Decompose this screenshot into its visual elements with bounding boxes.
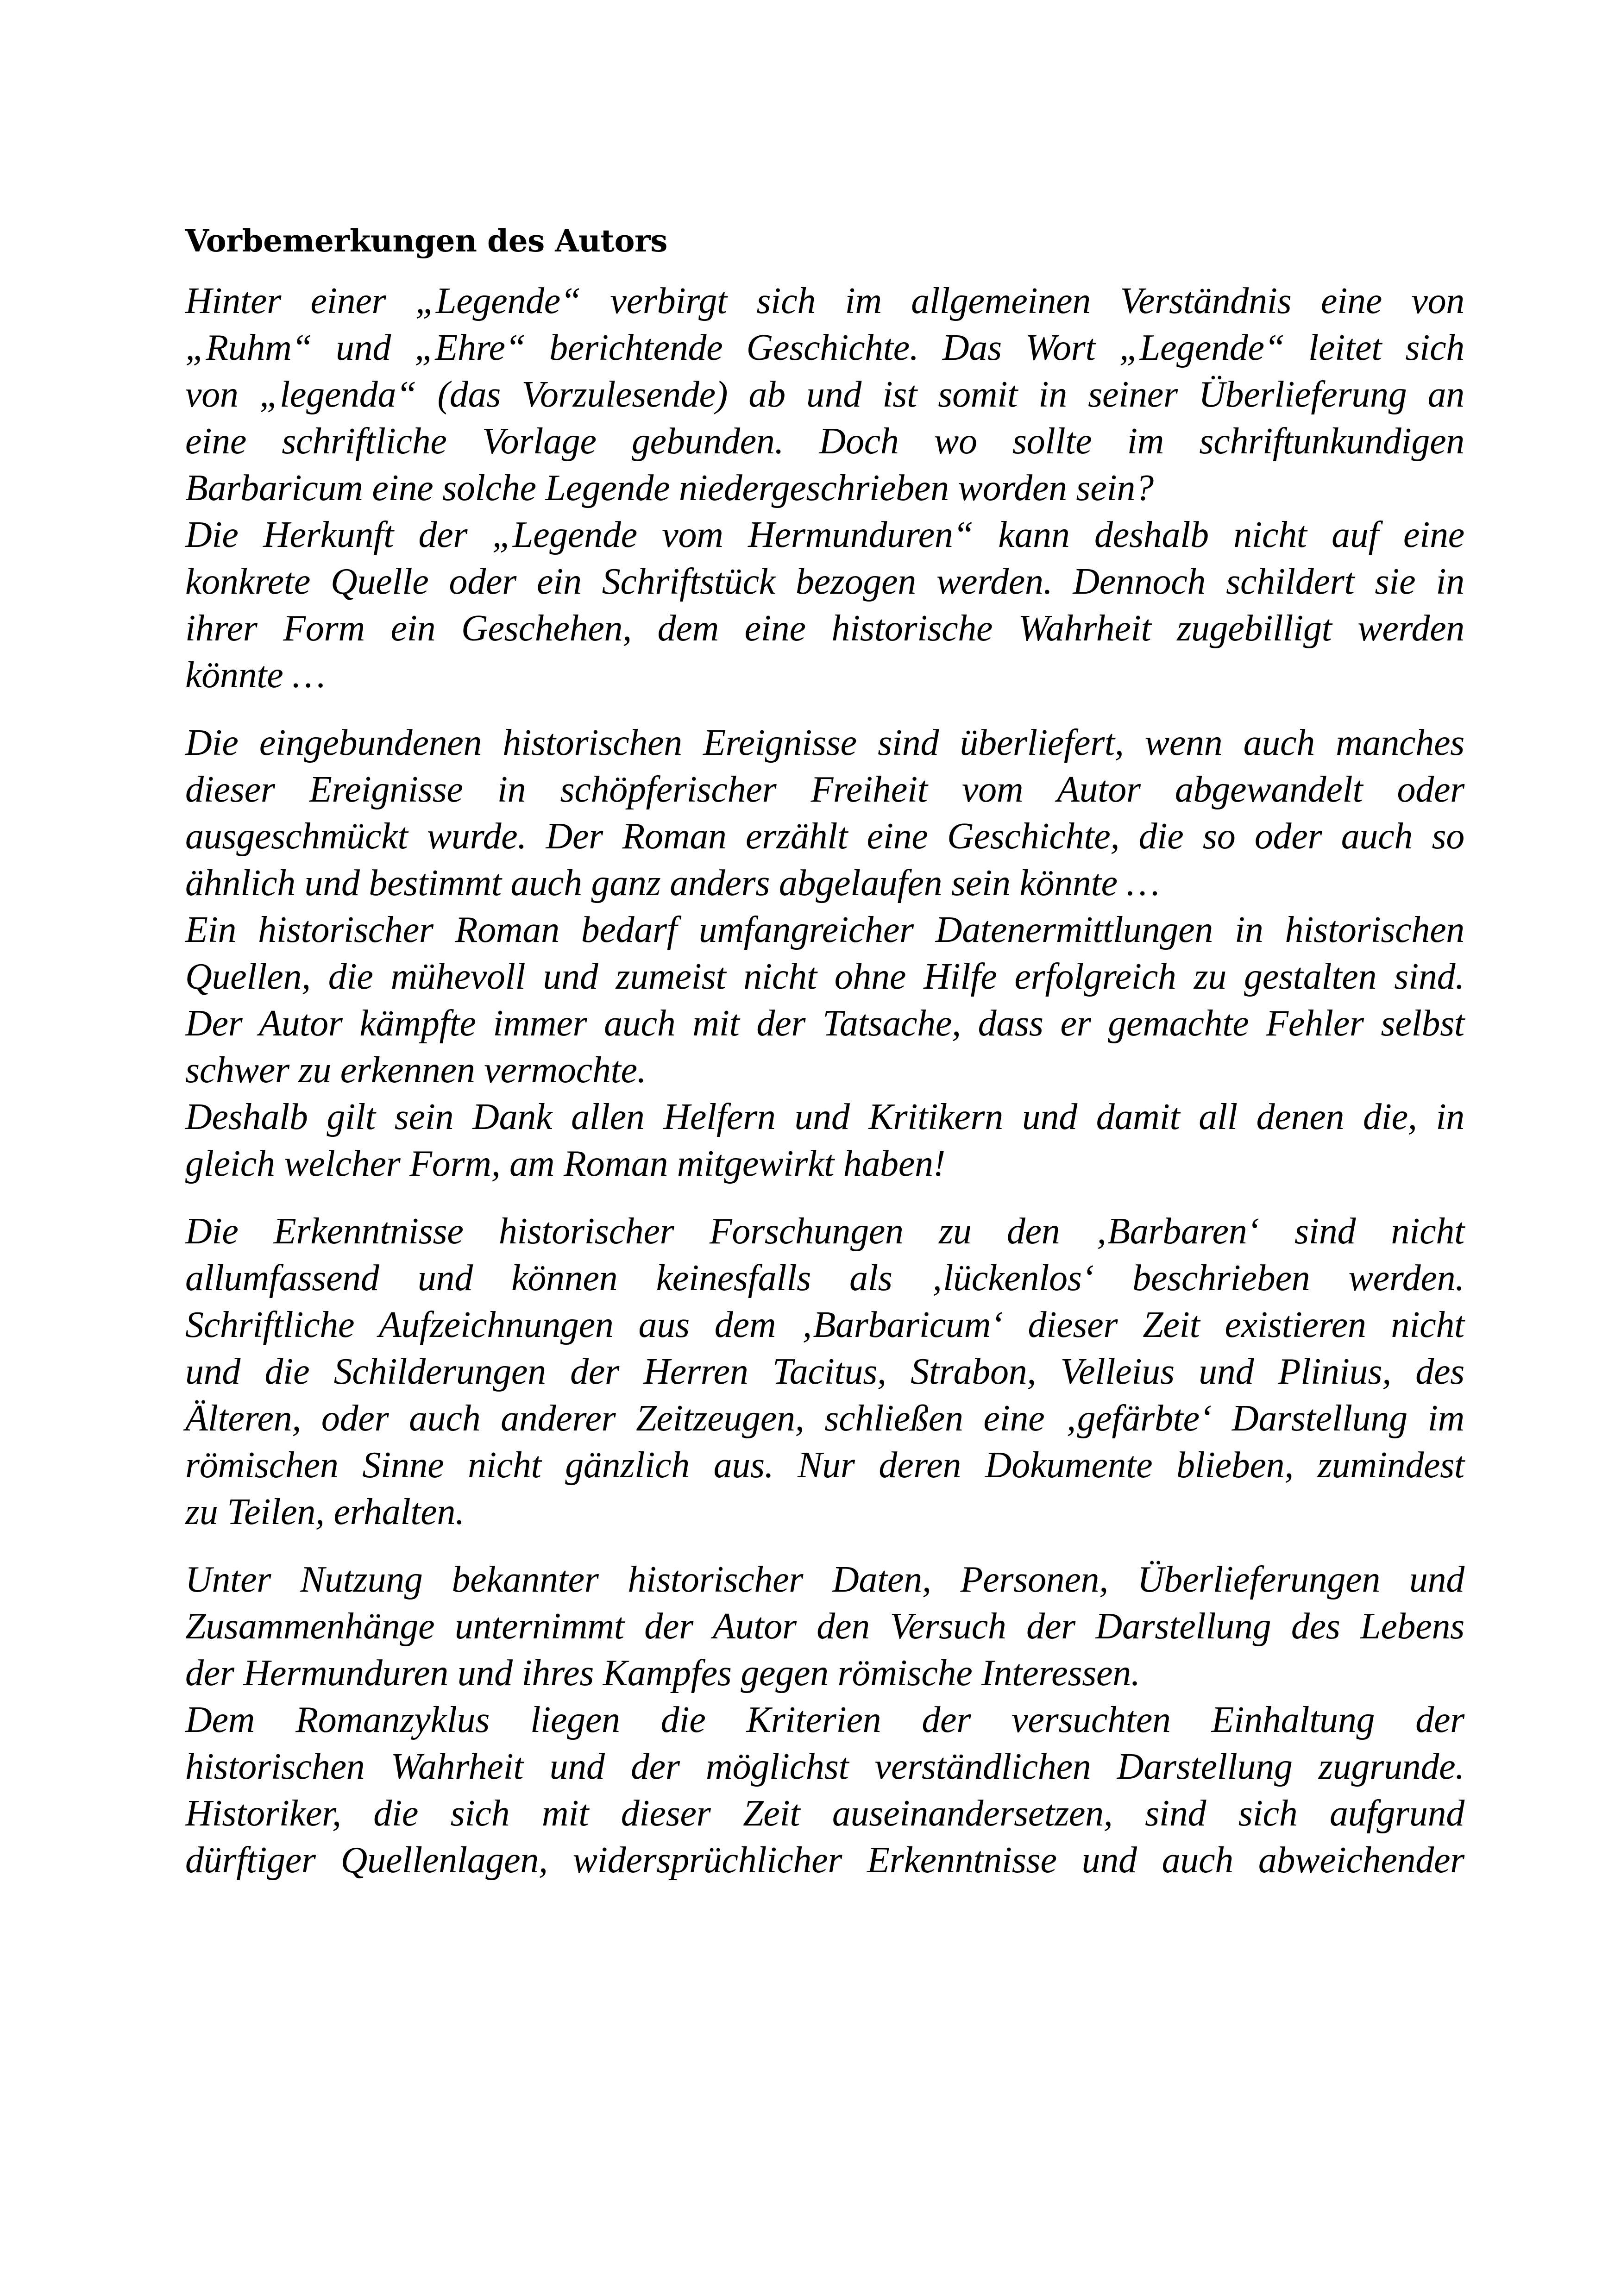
document-page — [185, 218, 1464, 1884]
text-line: Barbaricum eine solche Legende niedergeschrieben worden sein? — [185, 468, 1154, 508]
text-line: historischen Wahrheit und der möglichst verständlichen Darstellung zugrunde. — [185, 1746, 1464, 1787]
paragraph — [185, 1556, 1464, 1697]
text-line: Historiker, die sich mit dieser Zeit auseinandersetzen, sind sich aufgrund — [185, 1793, 1464, 1834]
text-line: Zusammenhänge unternimmt der Autor den Versuch der Darstellung des Lebens — [185, 1606, 1464, 1647]
text-line: ihrer Form ein Geschehen, dem eine historische Wahrheit zugebilligt werden — [185, 608, 1464, 649]
text-line: von „legenda“ (das Vorzulesende) ab und ist somit in seiner Überlieferung an — [185, 374, 1464, 415]
text-line: gleich welcher Form, am Roman mitgewirkt haben! — [185, 1143, 946, 1184]
paragraph — [185, 1094, 1464, 1187]
text-line: Hinter einer „Legende“ verbirgt sich im allgemeinen Verständnis eine von — [185, 281, 1464, 321]
text-line: römischen Sinne nicht gänzlich aus. Nur deren Dokumente blieben, zumindest — [185, 1445, 1464, 1486]
text-line: ähnlich und bestimmt auch ganz anders abgelaufen sein könnte … — [185, 863, 1160, 903]
paragraph — [185, 1697, 1464, 1884]
paragraph — [185, 1208, 1464, 1536]
page-title: Vorbemerkungen des Autors — [185, 223, 667, 259]
section-gap — [185, 1187, 1464, 1208]
text-line: schwer zu erkennen vermochte. — [185, 1050, 647, 1091]
text-line: könnte … — [185, 655, 325, 696]
paragraph — [185, 720, 1464, 907]
text-line: eine schriftliche Vorlage gebunden. Doch wo sollte im schriftunkundigen — [185, 421, 1464, 462]
paragraph — [185, 512, 1464, 699]
text-line: Der Autor kämpfte immer auch mit der Tatsache, dass er gemachte Fehler selbst — [185, 1003, 1464, 1044]
text-line: „Ruhm“ und „Ehre“ berichtende Geschichte. Das Wort „Legende“ leitet sich — [185, 327, 1464, 368]
text-line: Älteren, oder auch anderer Zeitzeugen, schließen eine ‚gefärbte‘ Darstellung im — [185, 1398, 1464, 1439]
paragraph — [185, 278, 1464, 512]
text-line: zu Teilen, erhalten. — [185, 1492, 465, 1532]
text-line: Quellen, die mühevoll und zumeist nicht ohne Hilfe erfolgreich zu gestalten sind. — [185, 956, 1464, 997]
text-line: Ein historischer Roman bedarf umfangreicher Datenermittlungen in historischen — [185, 910, 1464, 950]
text-line: konkrete Quelle oder ein Schriftstück bezogen werden. Dennoch schildert sie in — [185, 561, 1464, 602]
text-line: Dem Romanzyklus liegen die Kriterien der versuchten Einhaltung der — [185, 1700, 1464, 1740]
text-line: der Hermunduren und ihres Kampfes gegen römische Interessen. — [185, 1653, 1140, 1694]
text-line: und die Schilderungen der Herren Tacitus, Strabon, Velleius und Plinius, des — [185, 1351, 1464, 1392]
text-line: dieser Ereignisse in schöpferischer Freiheit vom Autor abgewandelt oder — [185, 769, 1464, 810]
text-line: Die eingebundenen historischen Ereignisse sind überliefert, wenn auch manches — [185, 722, 1464, 763]
text-line: Deshalb gilt sein Dank allen Helfern und Kritikern und damit all denen die, in — [185, 1097, 1464, 1137]
section-gap — [185, 699, 1464, 720]
section-gap — [185, 1536, 1464, 1556]
text-line: Unter Nutzung bekannter historischer Daten, Personen, Überlieferungen und — [185, 1559, 1464, 1600]
text-line: Die Herkunft der „Legende vom Hermunduren“ kann deshalb nicht auf eine — [185, 514, 1464, 555]
text-line: Schriftliche Aufzeichnungen aus dem ‚Barbaricum‘ dieser Zeit existieren nicht — [185, 1305, 1464, 1345]
text-line: allumfassend und können keinesfalls als ‚lückenlos‘ beschrieben werden. — [185, 1258, 1464, 1299]
text-line: ausgeschmückt wurde. Der Roman erzählt eine Geschichte, die so oder auch so — [185, 816, 1464, 857]
text-line: dürftiger Quellenlagen, widersprüchlicher Erkenntnisse und auch abweichender — [185, 1840, 1464, 1881]
text-line: Die Erkenntnisse historischer Forschungen zu den ‚Barbaren‘ sind nicht — [185, 1211, 1464, 1252]
paragraph — [185, 907, 1464, 1094]
